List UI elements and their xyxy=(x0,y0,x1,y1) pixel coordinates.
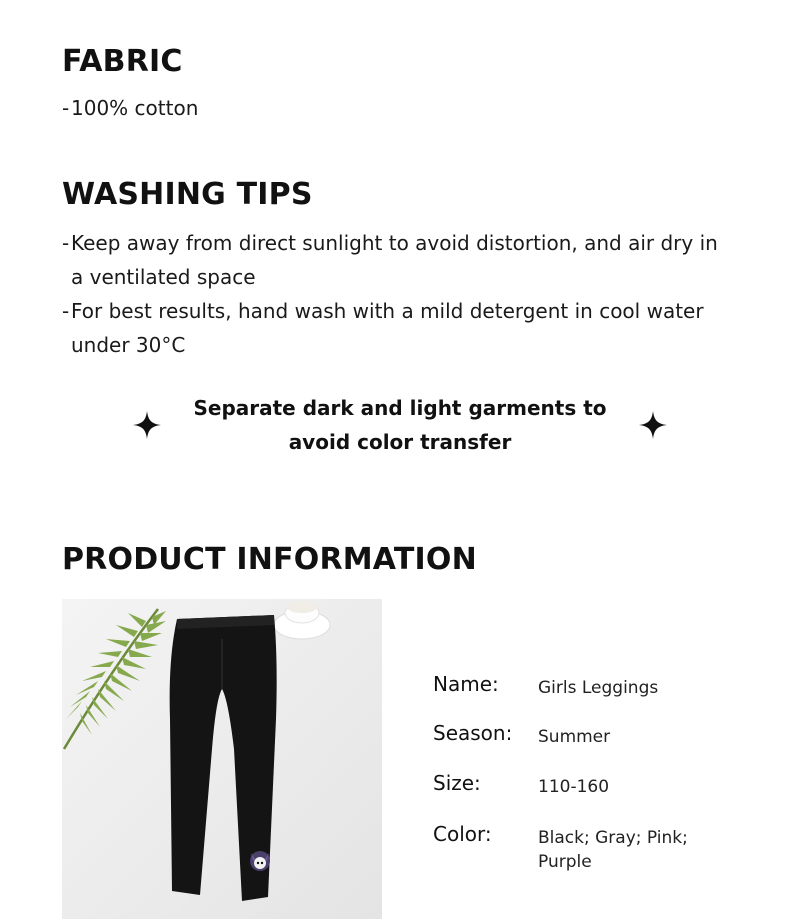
fabric-item-text: 100% cotton xyxy=(71,96,199,120)
product-info-heading: PRODUCT INFORMATION xyxy=(62,542,477,577)
washing-tips-heading: WASHING TIPS xyxy=(62,177,313,212)
list-item xyxy=(62,294,722,362)
list-item xyxy=(62,226,722,294)
spec-label: Size: xyxy=(433,771,481,795)
list-item xyxy=(62,91,722,125)
spec-label: Color: xyxy=(433,822,492,846)
spec-label: Name: xyxy=(433,672,499,696)
fabric-list xyxy=(62,91,722,125)
spec-row-color xyxy=(433,822,713,874)
bullet-dash: - xyxy=(62,299,70,323)
spec-row-size xyxy=(433,771,713,799)
spec-value: 110-160 xyxy=(538,777,610,797)
spec-value: Girls Leggings xyxy=(538,678,659,698)
spec-label: Season: xyxy=(433,721,513,745)
character-print-icon xyxy=(250,851,270,871)
sparkle-icon xyxy=(132,410,162,440)
spec-row-season xyxy=(433,721,713,749)
washing-tip-text: For best results, hand wash with a mild detergent in cool water under 30°C xyxy=(71,299,704,357)
spec-value: Summer xyxy=(538,727,611,747)
leggings-illustration xyxy=(62,599,382,919)
bullet-dash: - xyxy=(62,231,70,255)
washing-tip-text: Keep away from direct sunlight to avoid distortion, and air dry in a ventilated space xyxy=(71,231,718,289)
sparkle-icon xyxy=(638,410,668,440)
spec-row-name xyxy=(433,672,713,700)
product-photo xyxy=(62,599,382,919)
bullet-dash: - xyxy=(62,96,70,120)
fabric-heading: FABRIC xyxy=(62,44,183,79)
washing-tips-list xyxy=(62,226,722,362)
color-transfer-callout: Separate dark and light garments to avoid color transfer xyxy=(193,396,607,454)
spec-value: Black; Gray; Pink; Purple xyxy=(538,828,688,872)
